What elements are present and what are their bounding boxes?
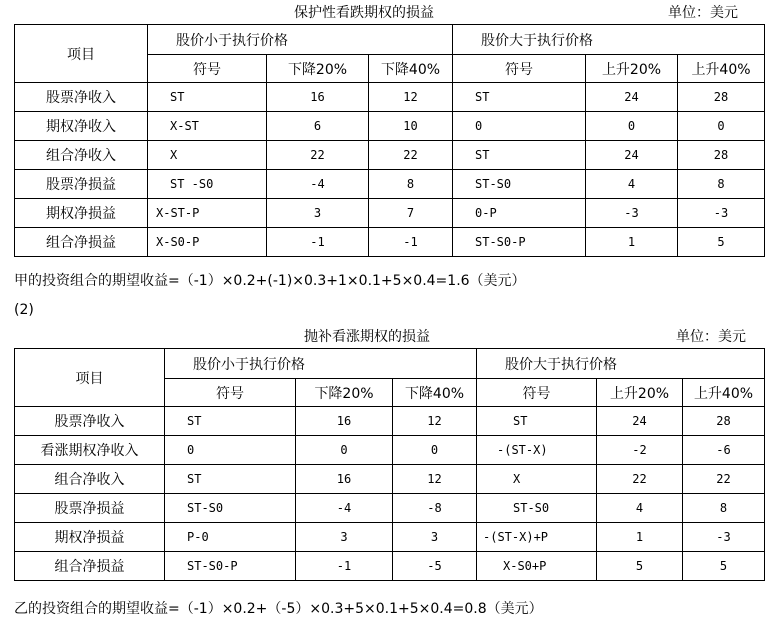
value-cell: 24	[586, 83, 678, 112]
value-cell: 24	[597, 407, 683, 436]
table1-item-header: 项目	[15, 25, 148, 83]
value-cell: 24	[586, 141, 678, 170]
symbol-cell: P-0	[165, 523, 296, 552]
value-cell: -4	[296, 494, 393, 523]
table-row	[15, 465, 765, 494]
table2-subheader: 符号	[477, 379, 597, 407]
value-cell: 12	[393, 407, 477, 436]
symbol-cell: X-S0-P	[148, 228, 267, 257]
value-cell: 22	[683, 465, 765, 494]
value-cell: 3	[296, 523, 393, 552]
symbol-cell: ST	[453, 83, 586, 112]
value-cell: -3	[586, 199, 678, 228]
table1-group-high: 股价大于执行价格	[453, 25, 765, 55]
value-cell: 12	[369, 83, 453, 112]
value-cell: 0	[678, 112, 765, 141]
value-cell: 10	[369, 112, 453, 141]
summary2: 乙的投资组合的期望收益=（-1）×0.2+（-5）×0.3+5×0.1+5×0.4=0.8（美元）	[14, 601, 543, 617]
value-cell: 0	[296, 436, 393, 465]
value-cell: 28	[683, 407, 765, 436]
summary1: 甲的投资组合的期望收益=（-1）×0.2+(-1)×0.3+1×0.1+5×0.4=1.6（美元）	[14, 273, 526, 289]
table-row	[15, 228, 765, 257]
symbol-cell: ST	[148, 83, 267, 112]
table-row	[15, 552, 765, 581]
symbol-cell: 0	[453, 112, 586, 141]
value-cell: -3	[683, 523, 765, 552]
value-cell: 1	[597, 523, 683, 552]
value-cell: 28	[678, 83, 765, 112]
symbol-cell: ST-S0	[165, 494, 296, 523]
symbol-cell: ST-S0	[453, 170, 586, 199]
symbol-cell: ST-S0-P	[453, 228, 586, 257]
value-cell: 4	[586, 170, 678, 199]
row-label: 股票净损益	[15, 170, 148, 199]
row-label: 期权净损益	[15, 199, 148, 228]
symbol-cell: X-ST	[148, 112, 267, 141]
table1-subheader: 上升20%	[586, 55, 678, 83]
row-label: 组合净损益	[15, 228, 148, 257]
symbol-cell: ST	[165, 407, 296, 436]
symbol-cell: ST-S0-P	[165, 552, 296, 581]
table1-subheader: 上升40%	[678, 55, 765, 83]
value-cell: -2	[597, 436, 683, 465]
row-label: 组合净收入	[15, 465, 165, 494]
row-label: 期权净损益	[15, 523, 165, 552]
value-cell: 3	[267, 199, 369, 228]
table-row	[15, 170, 765, 199]
table-row	[15, 83, 765, 112]
value-cell: 28	[678, 141, 765, 170]
table-row	[15, 141, 765, 170]
symbol-cell: 0	[165, 436, 296, 465]
row-label: 看涨期权净收入	[15, 436, 165, 465]
symbol-cell: X-S0+P	[477, 552, 597, 581]
symbol-cell: 0-P	[453, 199, 586, 228]
value-cell: 22	[597, 465, 683, 494]
row-label: 组合净收入	[15, 141, 148, 170]
table2-unit: 单位：美元	[676, 329, 746, 345]
value-cell: 22	[369, 141, 453, 170]
value-cell: -5	[393, 552, 477, 581]
table2-group-high: 股价大于执行价格	[477, 349, 765, 379]
symbol-cell: ST	[453, 141, 586, 170]
table-row	[15, 494, 765, 523]
symbol-cell: X	[148, 141, 267, 170]
value-cell: -3	[678, 199, 765, 228]
table2-subheader: 上升20%	[597, 379, 683, 407]
value-cell: 16	[296, 407, 393, 436]
row-label: 组合净损益	[15, 552, 165, 581]
table2-subheader: 下降20%	[296, 379, 393, 407]
symbol-cell: ST-S0	[477, 494, 597, 523]
value-cell: 16	[267, 83, 369, 112]
symbol-cell: -(ST-X)	[477, 436, 597, 465]
symbol-cell: X-ST-P	[148, 199, 267, 228]
value-cell: 8	[369, 170, 453, 199]
table1-group-low: 股价小于执行价格	[148, 25, 453, 55]
table-row	[15, 199, 765, 228]
table1	[14, 24, 765, 257]
table-row	[15, 112, 765, 141]
symbol-cell: ST	[165, 465, 296, 494]
table-row	[15, 436, 765, 465]
table1-subheader: 下降40%	[369, 55, 453, 83]
table2-subheader: 上升40%	[683, 379, 765, 407]
value-cell: 16	[296, 465, 393, 494]
value-cell: -1	[267, 228, 369, 257]
row-label: 股票净收入	[15, 407, 165, 436]
value-cell: 6	[267, 112, 369, 141]
value-cell: -4	[267, 170, 369, 199]
symbol-cell: -(ST-X)+P	[477, 523, 597, 552]
row-label: 期权净收入	[15, 112, 148, 141]
value-cell: -1	[369, 228, 453, 257]
value-cell: 5	[597, 552, 683, 581]
value-cell: 4	[597, 494, 683, 523]
row-label: 股票净损益	[15, 494, 165, 523]
symbol-cell: ST	[477, 407, 597, 436]
value-cell: 0	[586, 112, 678, 141]
table1-subheader: 符号	[148, 55, 267, 83]
value-cell: 3	[393, 523, 477, 552]
value-cell: -6	[683, 436, 765, 465]
table2	[14, 348, 765, 581]
table1-unit: 单位：美元	[668, 5, 738, 21]
value-cell: 12	[393, 465, 477, 494]
value-cell: 22	[267, 141, 369, 170]
table-row	[15, 523, 765, 552]
table1-title: 保护性看跌期权的损益	[294, 5, 434, 21]
value-cell: 8	[683, 494, 765, 523]
value-cell: -1	[296, 552, 393, 581]
symbol-cell: X	[477, 465, 597, 494]
value-cell: 8	[678, 170, 765, 199]
value-cell: 1	[586, 228, 678, 257]
table2-subheader: 符号	[165, 379, 296, 407]
value-cell: 5	[683, 552, 765, 581]
value-cell: 7	[369, 199, 453, 228]
section2-label: (2)	[14, 302, 34, 318]
table2-group-low: 股价小于执行价格	[165, 349, 477, 379]
table1-subheader: 符号	[453, 55, 586, 83]
table2-subheader: 下降40%	[393, 379, 477, 407]
table-row	[15, 407, 765, 436]
table2-title: 抛补看涨期权的损益	[304, 329, 430, 345]
value-cell: 5	[678, 228, 765, 257]
row-label: 股票净收入	[15, 83, 148, 112]
value-cell: -8	[393, 494, 477, 523]
table2-item-header: 项目	[15, 349, 165, 407]
table1-subheader: 下降20%	[267, 55, 369, 83]
value-cell: 0	[393, 436, 477, 465]
symbol-cell: ST -S0	[148, 170, 267, 199]
